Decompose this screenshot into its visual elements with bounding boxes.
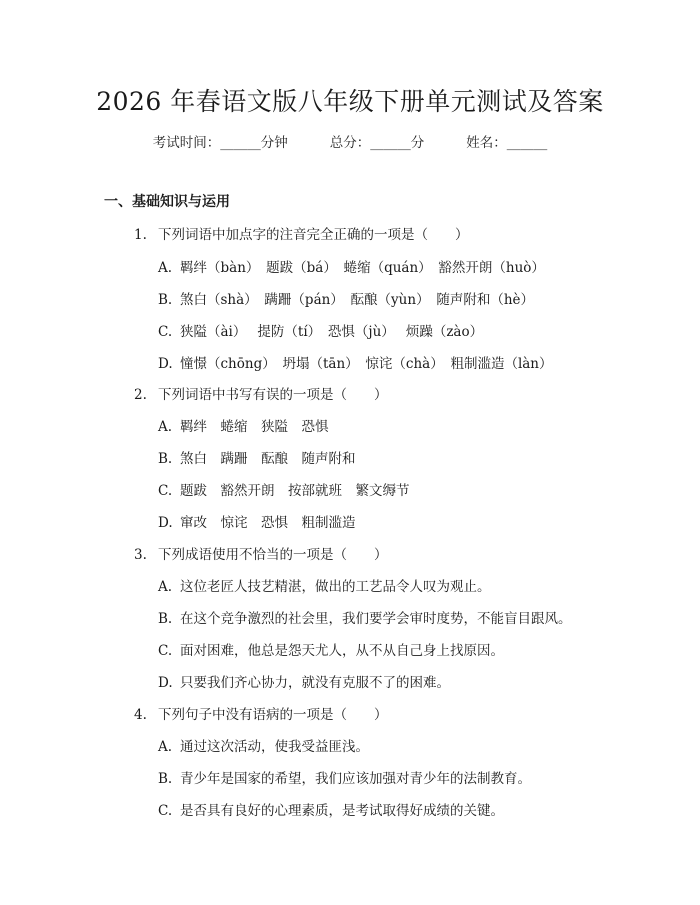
option-key: A.: [158, 260, 173, 276]
option-key: C.: [158, 803, 173, 819]
section-heading: 一、基础知识与运用: [104, 194, 230, 210]
question-3-option-c: [158, 639, 504, 659]
option-key: B.: [158, 292, 173, 308]
option-key: A.: [158, 579, 173, 595]
question-2-option-a: [158, 415, 329, 435]
option-text: 羁绊 蜷缩 狭隘 恐惧: [180, 419, 329, 435]
question-number: 4.: [134, 707, 147, 723]
option-text: 在这个竞争激烈的社会里，我们要学会审时度势，不能盲目跟风。: [180, 611, 572, 627]
question-4: [134, 703, 388, 723]
question-2-option-d: [158, 511, 356, 531]
exam-score: 总分：______分: [329, 135, 425, 151]
question-2: [134, 383, 388, 403]
option-text: 羁绊（bàn） 题跋（bá） 蜷缩（quán） 豁然开朗（huò）: [180, 260, 545, 276]
option-text: 青少年是国家的希望，我们应该加强对青少年的法制教育。: [180, 771, 531, 787]
option-text: 只要我们齐心协力，就没有克服不了的困难。: [180, 675, 450, 691]
exam-time: 考试时间：______分钟: [152, 135, 288, 151]
question-number: 3.: [134, 547, 147, 563]
option-key: C.: [158, 483, 173, 499]
option-text: 憧憬（chōng） 坍塌（tān） 惊诧（chà） 粗制滥造（làn）: [180, 356, 553, 372]
question-text: 下列词语中书写有误的一项是（ ）: [158, 387, 388, 403]
student-name: 姓名：______: [466, 135, 548, 151]
option-text: 面对困难，他总是怨天尤人，从不从自己身上找原因。: [180, 643, 504, 659]
option-key: D.: [158, 675, 173, 691]
option-text: 通过这次活动，使我受益匪浅。: [180, 739, 369, 755]
question-number: 1.: [134, 227, 147, 243]
question-4-option-c: [158, 799, 504, 819]
page-title: 2026 年春语文版八年级下册单元测试及答案: [96, 87, 604, 116]
question-text: 下列句子中没有语病的一项是（ ）: [158, 707, 388, 723]
option-key: D.: [158, 515, 173, 531]
question-4-option-a: [158, 735, 369, 755]
option-text: 是否具有良好的心理素质，是考试取得好成绩的关键。: [180, 803, 504, 819]
question-text: 下列成语使用不恰当的一项是（ ）: [158, 547, 388, 563]
question-number: 2.: [134, 387, 147, 403]
question-3-option-a: [158, 575, 491, 595]
question-3: [134, 543, 388, 563]
option-key: D.: [158, 356, 173, 372]
option-text: 煞白 蹒跚 酝酿 随声附和: [180, 451, 356, 467]
question-3-option-b: [158, 607, 572, 627]
question-1-option-d: [158, 352, 553, 372]
question-4-option-b: [158, 767, 531, 787]
question-2-option-b: [158, 447, 356, 467]
option-key: B.: [158, 451, 173, 467]
question-1-option-c: [158, 320, 483, 340]
question-1-option-b: [158, 288, 534, 308]
option-key: A.: [158, 739, 173, 755]
option-key: C.: [158, 643, 173, 659]
exam-info: [0, 131, 700, 151]
option-text: 这位老匠人技艺精湛，做出的工艺品令人叹为观止。: [180, 579, 491, 595]
question-3-option-d: [158, 671, 450, 691]
option-text: 窜改 惊诧 恐惧 粗制滥造: [180, 515, 356, 531]
option-text: 题跋 豁然开朗 按部就班 繁文缛节: [180, 483, 410, 499]
question-1-option-a: [158, 256, 545, 276]
option-text: 狭隘（ài） 提防（tí） 恐惧（jù） 烦躁（zào）: [180, 324, 484, 340]
option-key: B.: [158, 771, 173, 787]
option-key: B.: [158, 611, 173, 627]
option-text: 煞白（shà） 蹒跚（pán） 酝酿（yùn） 随声附和（hè）: [180, 292, 535, 308]
option-key: A.: [158, 419, 173, 435]
question-2-option-c: [158, 479, 410, 499]
question-1: [134, 223, 469, 243]
question-text: 下列词语中加点字的注音完全正确的一项是（ ）: [158, 227, 469, 243]
option-key: C.: [158, 324, 173, 340]
